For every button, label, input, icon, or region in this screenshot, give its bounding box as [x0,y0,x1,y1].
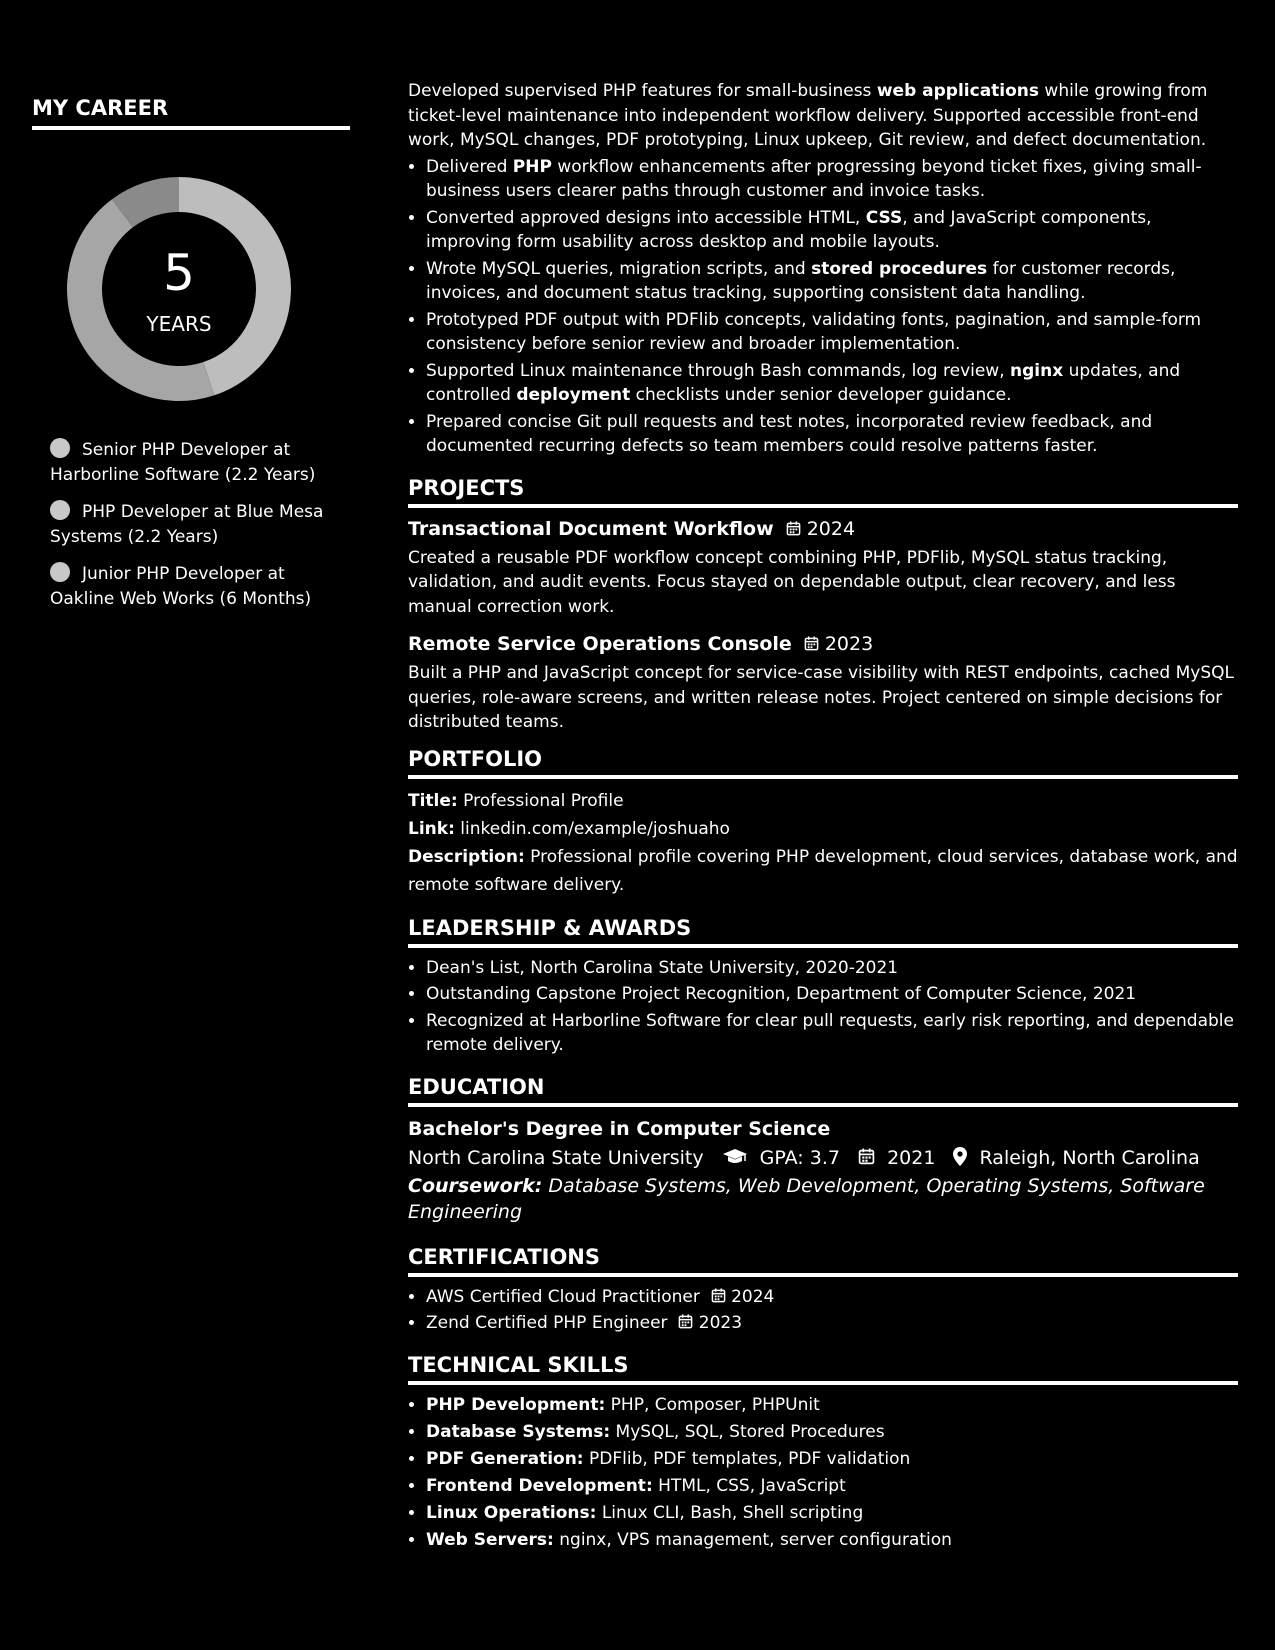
career-item: PHP Developer at Blue Mesa Systems (2.2 Years) [50,502,324,547]
experience-bullet: • Delivered PHP workflow enhancements after progressing beyond ticket fixes, giving small-business users clearer paths through customer and invoice tasks. [426,155,1238,204]
project-item [408,516,1238,620]
project-year: 2024 [806,517,856,540]
portfolio-link-line: Link: linkedin.com/example/joshuaho [408,818,730,839]
years-label: YEARS [146,312,212,336]
education-meta [408,1143,1238,1173]
bullet-dot-icon [50,500,70,520]
skills-title: TECHNICAL SKILLS [408,1353,1238,1385]
certification-item: • AWS Certified Cloud Practitioner 2024 [426,1285,1238,1310]
experience-bullet: • Wrote MySQL queries, migration scripts, and stored procedures for customer records, invoices, and document status tracking, supporting consistent data handling. [426,257,1238,306]
graduation-cap-icon [722,1148,748,1166]
calendar-icon [786,521,801,536]
leadership-item: • Recognized at Harborline Software for clear pull requests, early risk reporting, and dependable remote delivery. [426,1009,1238,1058]
map-pin-icon [953,1147,967,1166]
career-donut-chart [66,176,292,402]
experience-bullets [408,155,1238,459]
education-title: EDUCATION [408,1075,1238,1107]
projects-title: PROJECTS [408,476,1238,508]
leadership-title: LEADERSHIP & AWARDS [408,916,1238,948]
skill-item: • Linux Operations: Linux CLI, Bash, Shell scripting [426,1501,1238,1526]
skill-item: • PDF Generation: PDFlib, PDF templates, PDF validation [426,1447,1238,1472]
experience-bullet: • Prepared concise Git pull requests and test notes, incorporated review feedback, and documented recurring defects so team members could resolve patterns faster. [426,410,1238,459]
education-coursework: Coursework: Database Systems, Web Development, Operating Systems, Software Engineering [408,1174,1205,1223]
experience-bullet: • Prototyped PDF output with PDFlib concepts, validating fonts, pagination, and sample-form consistency before senior review and broader implementation. [426,308,1238,357]
calendar-icon [858,1148,875,1165]
career-list [50,438,350,624]
calendar-icon [804,636,819,651]
leadership-list [408,956,1238,1058]
skill-item: • Frontend Development: HTML, CSS, JavaScript [426,1474,1238,1499]
project-item [408,631,1238,735]
skill-item: • PHP Development: PHP, Composer, PHPUnit [426,1393,1238,1418]
calendar-icon [711,1288,726,1303]
certifications-list [408,1285,1238,1336]
bullet-dot-icon [50,562,70,582]
skill-item: • Web Servers: nginx, VPS management, server configuration [426,1528,1238,1553]
calendar-icon [678,1314,693,1329]
sidebar [0,0,380,1650]
leadership-item: • Dean's List, North Carolina State University, 2020-2021 [426,956,1238,981]
project-year: 2023 [824,633,874,655]
certifications-title: CERTIFICATIONS [408,1245,1238,1277]
project-name: Remote Service Operations Console [408,633,792,655]
career-title: MY CAREER [32,96,350,130]
experience-bullet: • Supported Linux maintenance through Bash commands, log review, nginx updates, and controlled deployment checklists under senior developer guidance. [426,359,1238,408]
project-desc: Created a reusable PDF workflow concept combining PHP, PDFlib, MySQL status tracking, validation, and audit events. Focus stayed on dependable output, clear recovery, and less manual correction work. [408,547,1176,617]
portfolio-title-line: Title: Professional Profile [408,790,624,811]
project-name: Transactional Document Workflow [408,517,774,540]
career-item: Junior PHP Developer at Oakline Web Works (6 Months) [50,564,312,609]
experience-bullet: • Converted approved designs into accessible HTML, CSS, and JavaScript components, improving form usability across desktop and mobile layouts. [426,206,1238,255]
education-school: North Carolina State University [408,1146,704,1169]
years-value: 5 [163,244,195,302]
skill-item: • Database Systems: MySQL, SQL, Stored Procedures [426,1420,1238,1445]
education-gpa: GPA: 3.7 [759,1146,840,1169]
education-degree: Bachelor's Degree in Computer Science [408,1117,831,1140]
certification-item: • Zend Certified PHP Engineer 2023 [426,1311,1238,1336]
career-item: Senior PHP Developer at Harborline Software (2.2 Years) [50,440,316,485]
project-desc: Built a PHP and JavaScript concept for service-case visibility with REST endpoints, cached MySQL queries, role-aware screens, and written release notes. Project centered on simple decisions for distributed teams. [408,663,1234,732]
bullet-dot-icon [50,438,70,458]
leadership-item: • Outstanding Capstone Project Recognition, Department of Computer Science, 2021 [426,982,1238,1007]
portfolio-title: PORTFOLIO [408,747,1238,779]
education-location: Raleigh, North Carolina [979,1146,1200,1169]
education-year: 2021 [887,1146,936,1169]
experience-intro: Developed supervised PHP features for small-business web applications while growing from ticket-level maintenance into independent workflow delivery. Supported accessible front-end work, MySQL changes, PDF prototyping, Linux upkeep, Git review, and defect documentation. [408,81,1208,150]
main-content [380,0,1275,1650]
skills-list [408,1393,1238,1553]
portfolio-desc-line: Description: Professional profile covering PHP development, cloud services, database work, and remote software delivery. [408,846,1238,895]
